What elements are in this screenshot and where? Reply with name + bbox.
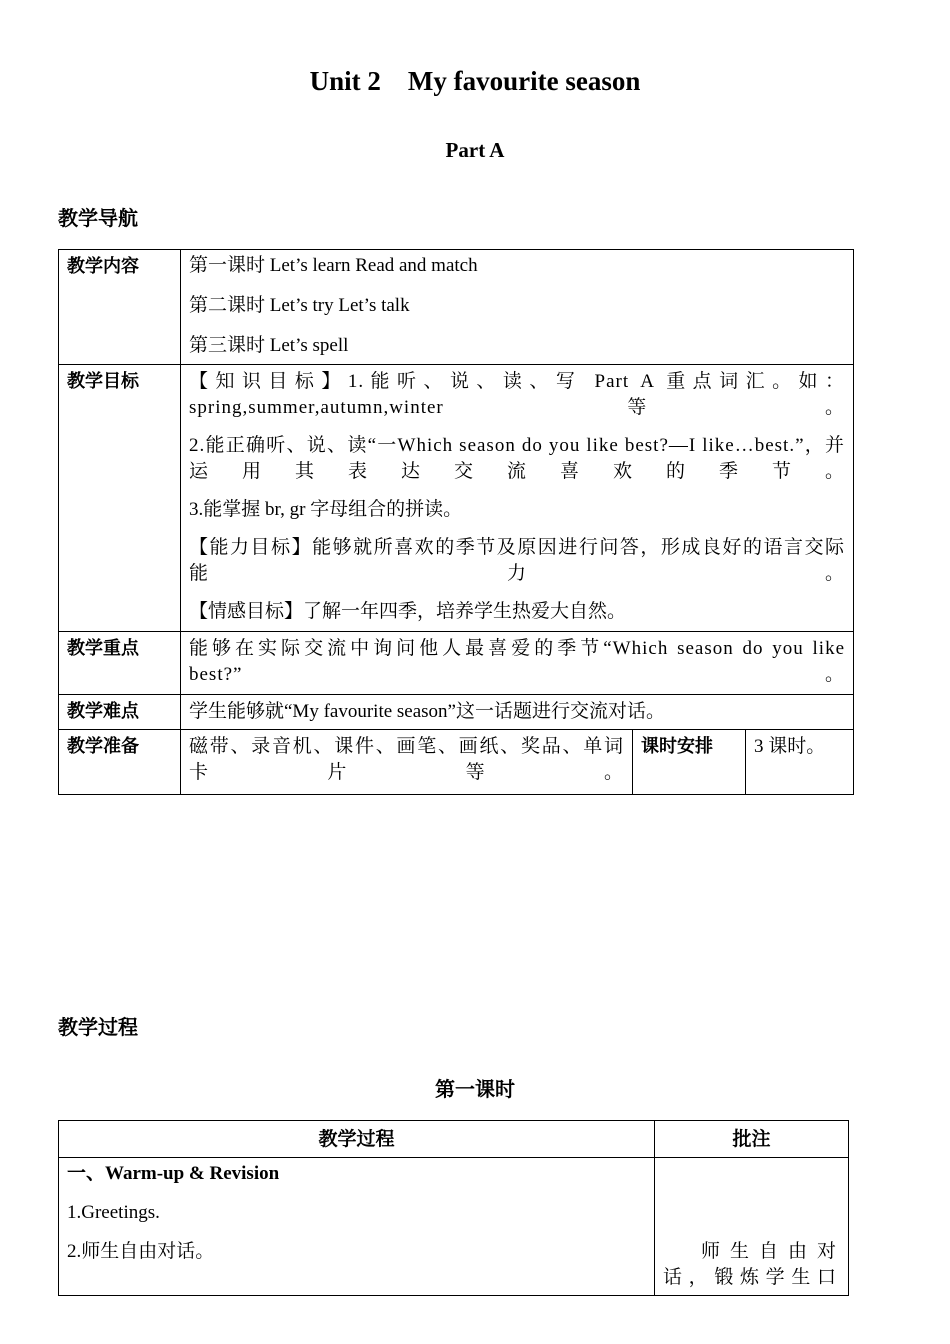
cell-schedule: 3 课时。 bbox=[746, 730, 854, 795]
label-preparation: 教学准备 bbox=[59, 730, 181, 795]
cell-preparation: 磁带、录音机、课件、画笔、画纸、奖品、单词卡片等。 bbox=[181, 730, 633, 795]
cell-key-points: 能够在实际交流中询问他人最喜爱的季节“Which season do you like best?”。 bbox=[181, 632, 854, 695]
label-schedule: 课时安排 bbox=[633, 730, 746, 795]
teaching-navigation-table bbox=[58, 249, 854, 795]
section-heading-nav: 教学导航 bbox=[58, 206, 138, 230]
content-line-2: 第二课时 Let’s try Let’s talk bbox=[189, 295, 410, 316]
row-teaching-content bbox=[59, 250, 854, 365]
document-subtitle: Part A bbox=[445, 138, 505, 162]
document-title: Unit 2 My favourite season bbox=[309, 66, 641, 96]
process-header-row bbox=[59, 1121, 849, 1158]
header-notes: 批注 bbox=[655, 1121, 849, 1158]
label-key-points: 教学重点 bbox=[59, 632, 181, 695]
step-title: 一、Warm-up & Revision bbox=[67, 1163, 280, 1184]
header-process: 教学过程 bbox=[59, 1121, 655, 1158]
label-teaching-goals: 教学目标 bbox=[59, 365, 181, 632]
cell-difficulties: 学生能够就“My favourite season”这一话题进行交流对话。 bbox=[181, 695, 854, 730]
step-item-1: 1.Greetings. bbox=[67, 1202, 160, 1223]
process-row-1 bbox=[59, 1158, 849, 1296]
goal-knowledge-1: 【知识目标】1.能听、说、读、写 Part A 重点词汇。如：spring,summer,autumn,winter 等。 bbox=[189, 371, 846, 418]
row-difficulties bbox=[59, 695, 854, 730]
row-preparation bbox=[59, 730, 854, 795]
goal-emotion: 【情感目标】了解一年四季，培养学生热爱大自然。 bbox=[189, 601, 627, 622]
cell-process-steps bbox=[59, 1158, 655, 1296]
section-heading-process: 教学过程 bbox=[58, 1015, 138, 1039]
goal-ability: 【能力目标】能够就所喜欢的季节及原因进行问答，形成良好的语言交际能力。 bbox=[189, 537, 846, 584]
cell-process-notes bbox=[655, 1158, 849, 1296]
row-key-points bbox=[59, 632, 854, 695]
label-teaching-content: 教学内容 bbox=[59, 250, 181, 365]
row-teaching-goals bbox=[59, 365, 854, 632]
cell-teaching-goals bbox=[181, 365, 854, 632]
lesson-heading: 第一课时 bbox=[435, 1077, 515, 1101]
content-line-3: 第三课时 Let’s spell bbox=[189, 335, 349, 356]
goal-knowledge-3: 3.能掌握 br, gr 字母组合的拼读。 bbox=[189, 499, 463, 520]
content-line-1: 第一课时 Let’s learn Read and match bbox=[189, 255, 478, 276]
goal-knowledge-2: 2.能正确听、说、读“一Which season do you like best?—I like…best.”，并运用其表达交流喜欢的季节。 bbox=[189, 435, 846, 482]
label-difficulties: 教学难点 bbox=[59, 695, 181, 730]
step-item-2: 2.师生自由对话。 bbox=[67, 1241, 215, 1262]
note-text: 师生自由对话，锻炼学生口 bbox=[663, 1241, 840, 1288]
cell-teaching-content bbox=[181, 250, 854, 365]
teaching-process-table bbox=[58, 1120, 849, 1296]
